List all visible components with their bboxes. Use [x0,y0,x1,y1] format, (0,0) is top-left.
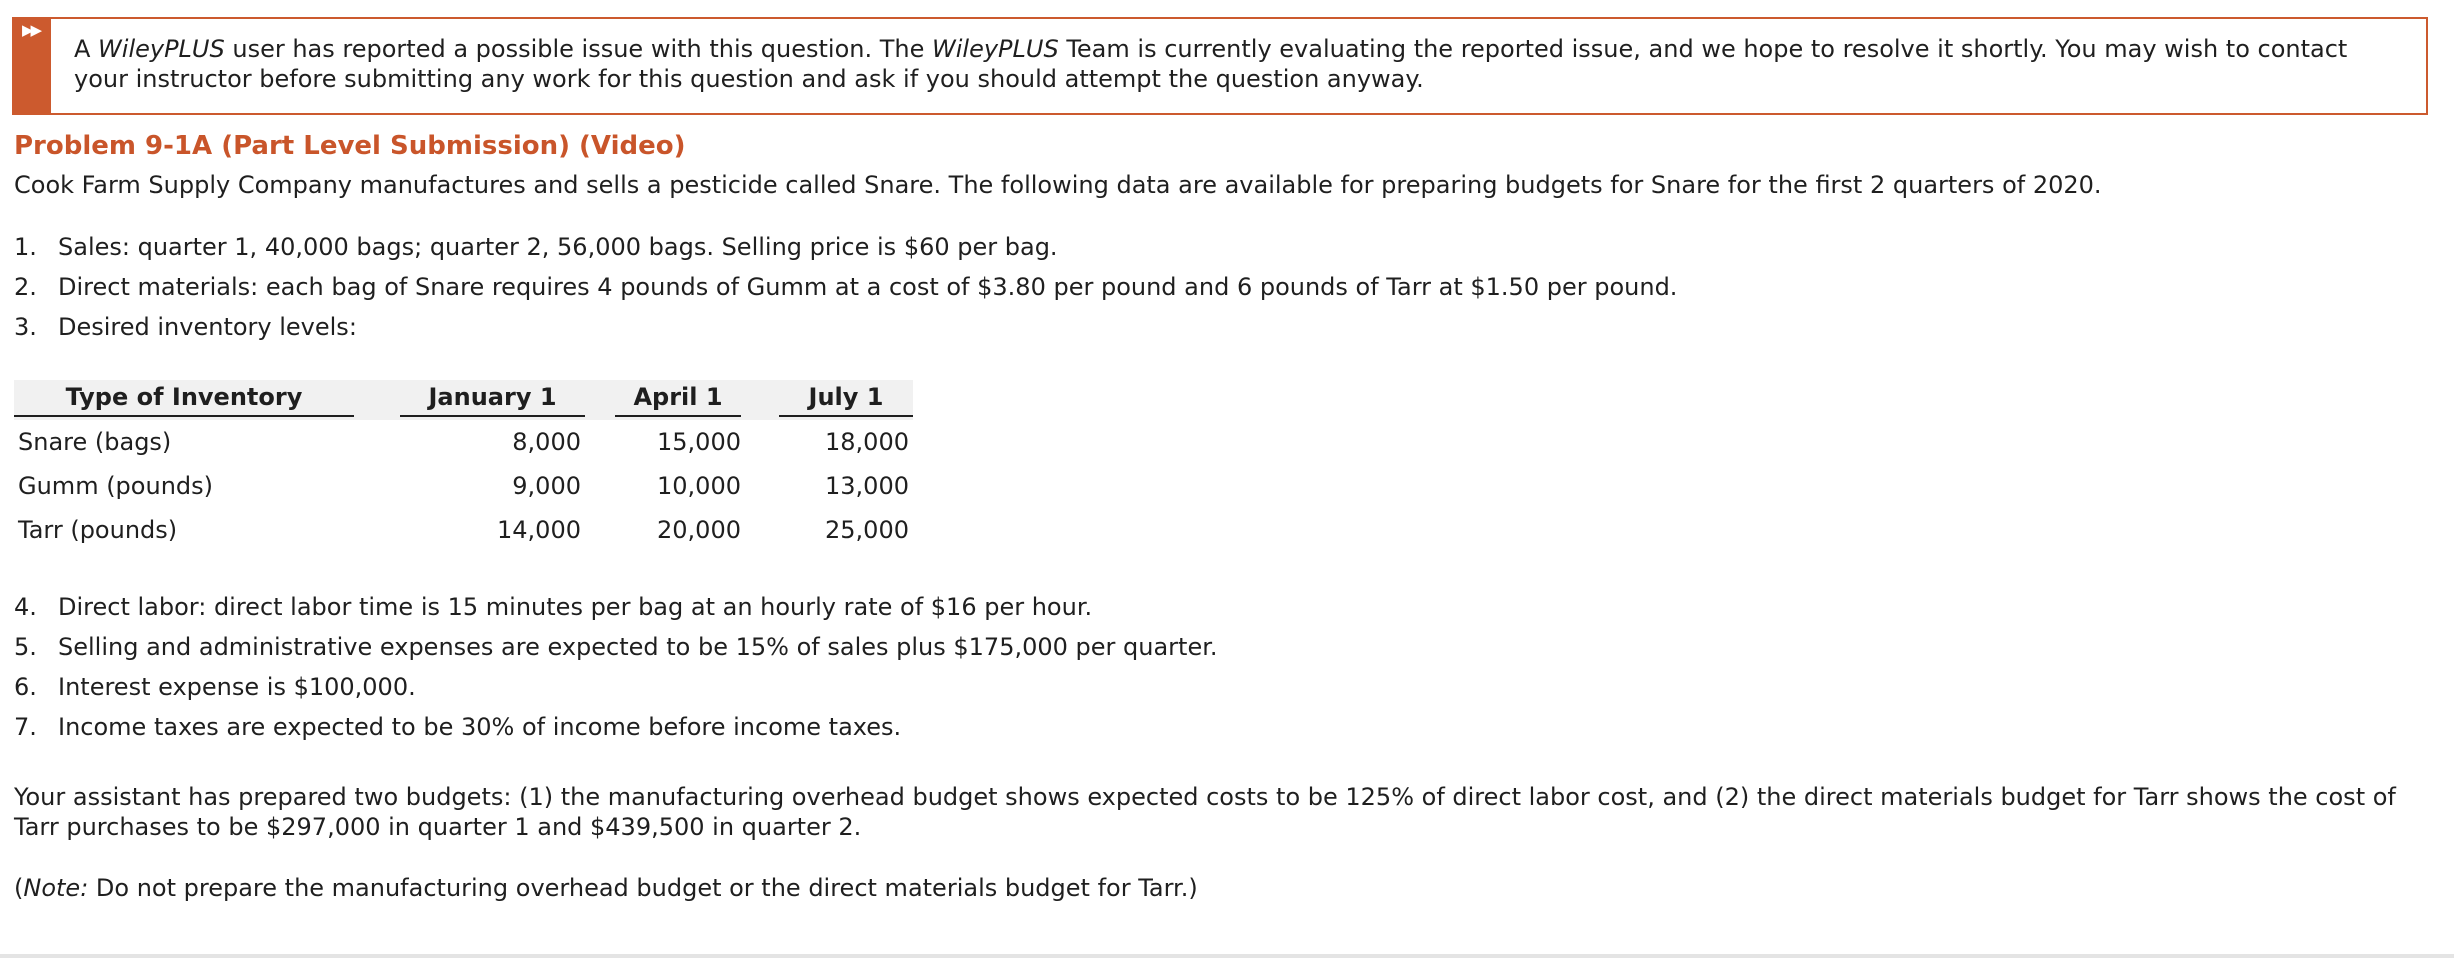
double-arrow-icon: ▶▶ [22,21,40,39]
wileyplus-brand: WileyPLUS [98,35,225,63]
cell-value: 20,000 [657,516,741,544]
table-row [14,508,913,552]
cell-value: 13,000 [825,472,909,500]
header-july-1: July 1 [749,380,913,420]
cell-value: 10,000 [657,472,741,500]
problem-intro: Cook Farm Supply Company manufactures and sells a pesticide called Snare. The following data are available for preparing budgets for Snare for the first 2 quarters of 2020. [14,171,2102,199]
list-item: 5. Selling and administrative expenses are expected to be 15% of sales plus $175,000 per quarter. [14,633,1218,661]
data-list-part1 [14,227,1677,347]
bottom-divider [0,954,2454,958]
note-paragraph: (Note: Do not prepare the manufacturing overhead budget or the direct materials budget for Tarr.) [14,874,1198,902]
note-label: Note: [23,874,89,902]
row-label: Tarr (pounds) [18,516,178,544]
list-item: 7. Income taxes are expected to be 30% of income before income taxes. [14,713,902,741]
cell-value: 18,000 [825,428,909,456]
list-item: 6. Interest expense is $100,000. [14,673,416,701]
cell-value: 25,000 [825,516,909,544]
notice-message: A WileyPLUS user has reported a possible issue with this question. The WileyPLUS Team is currently evaluating the reported issue, and we hope to resolve it shortly. You may wish to contact your instructor before submitting any work for this question and ask if you should attempt the question anyway. [74,35,2348,93]
issue-notice-banner [12,17,2428,115]
cell-value: 8,000 [512,428,581,456]
list-item: 2. Direct materials: each bag of Snare requires 4 pounds of Gumm at a cost of $3.80 per pound and 6 pounds of Tarr at $1.50 per pound. [14,273,1678,301]
row-label: Snare (bags) [18,428,172,456]
notice-accent-strip [14,19,51,113]
list-item: 1. Sales: quarter 1, 40,000 bags; quarter 2, 56,000 bags. Selling price is $60 per bag. [14,233,1058,261]
wileyplus-brand: WileyPLUS [932,35,1059,63]
header-type-of-inventory: Type of Inventory [14,380,360,420]
cell-value: 9,000 [512,472,581,500]
table-row [14,464,913,508]
list-item: 4. Direct labor: direct labor time is 15 minutes per bag at an hourly rate of $16 per hour. [14,593,1093,621]
assistant-budgets-paragraph: Your assistant has prepared two budgets: (1) the manufacturing overhead budget shows expected costs to be 125% of direct labor cost, and (2) the direct materials budget for Tarr shows the cost of Tarr purchases to be $297,000 in quarter 1 and $439,500 in quarter 2. [14,783,2396,841]
data-list-part2 [14,587,1218,747]
row-label: Gumm (pounds) [18,472,213,500]
header-january-1: January 1 [360,380,585,420]
cell-value: 14,000 [497,516,581,544]
inventory-levels-table [14,380,913,552]
table-row [14,420,913,464]
list-item: 3. Desired inventory levels: [14,313,357,341]
problem-title: Problem 9-1A (Part Level Submission) (Video) [14,131,686,161]
cell-value: 15,000 [657,428,741,456]
header-april-1: April 1 [585,380,749,420]
table-header-row [14,380,913,420]
